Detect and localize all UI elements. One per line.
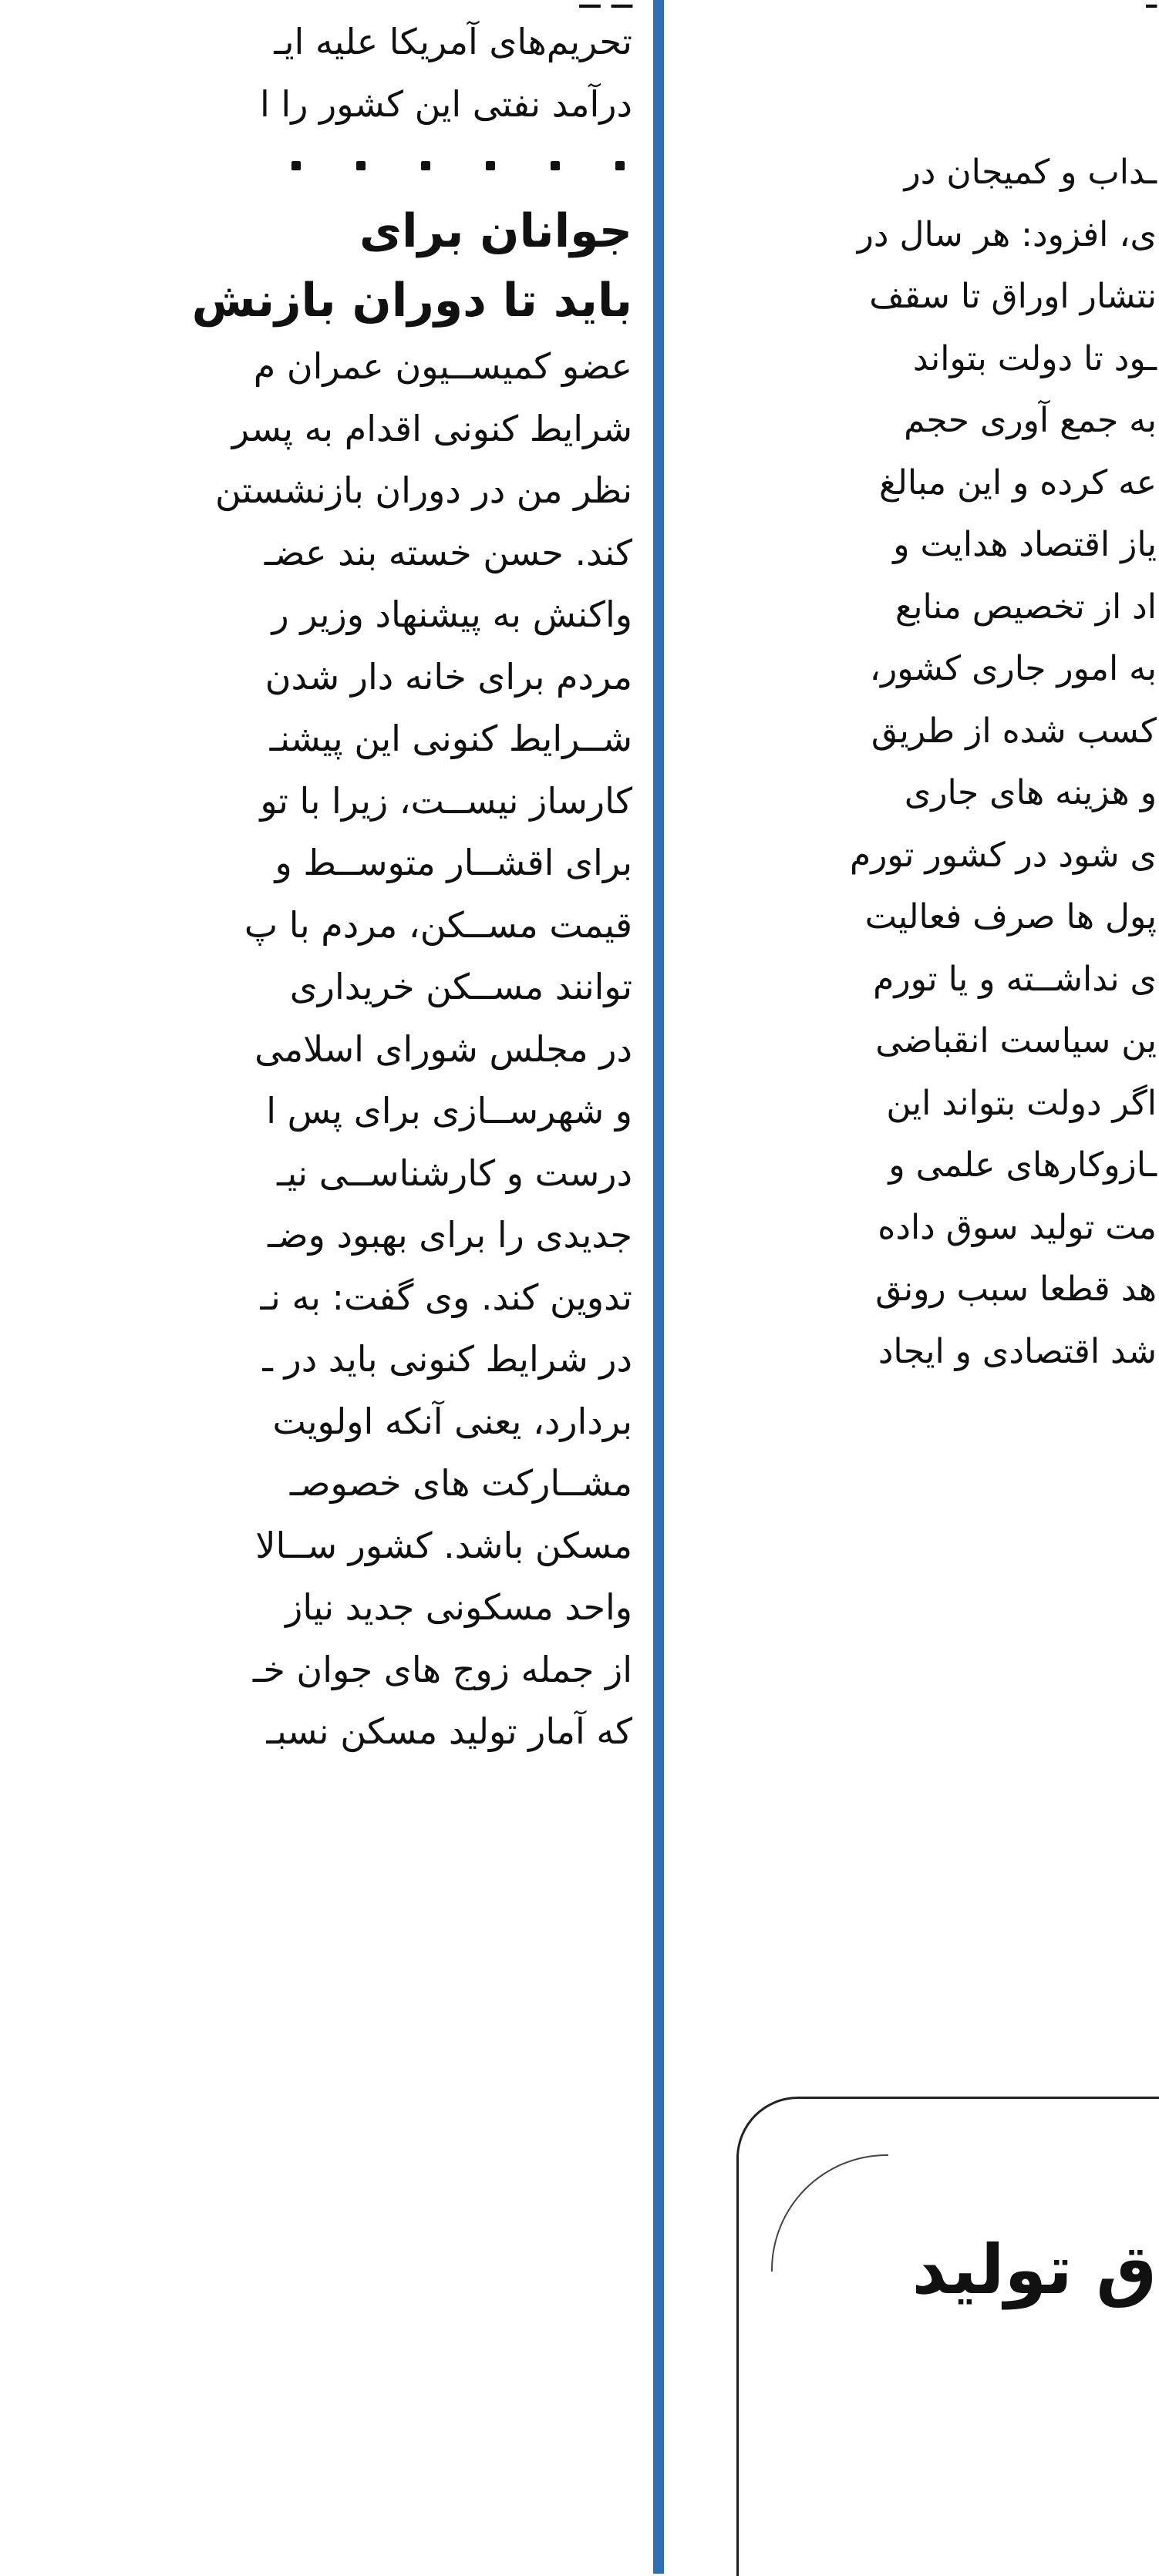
body-line: ـازوکارهای علمی و bbox=[888, 1145, 1157, 1185]
article-headline-line-1: جوانان برای bbox=[359, 204, 632, 258]
body-line: کارساز نیســت، زیرا با تو bbox=[260, 779, 632, 822]
body-line: شد اقتصادی و ایجاد bbox=[878, 1331, 1157, 1371]
body-line: واکنش به پیشنهاد وزیر ر bbox=[271, 594, 632, 635]
body-line: و شهرســازی برای پس ا bbox=[266, 1090, 632, 1132]
body-line: جدیدی را برای بهبود وضـ bbox=[268, 1214, 632, 1256]
separator-dot bbox=[421, 161, 430, 170]
body-line: هد قطعا سبب رونق bbox=[875, 1270, 1157, 1309]
body-line: واحد مسکونی جدید نیاز bbox=[285, 1586, 632, 1628]
body-line: شرایط کنونی اقدام به پسر bbox=[231, 407, 632, 449]
body-line: به جمع آوری حجم bbox=[904, 401, 1157, 440]
body-line: قیمت مســکن، مردم با پ bbox=[244, 903, 632, 946]
body-line: پول ها صرف فعالیت bbox=[864, 897, 1157, 937]
right-article-body bbox=[679, 142, 1157, 1383]
body-line: ی نداشــته و یا تورم bbox=[873, 959, 1157, 999]
body-line: شــرایط کنونی این پیشنـ bbox=[269, 718, 632, 759]
body-line: ی، افزود: هر سال در bbox=[857, 214, 1157, 254]
intro-line: درآمد نفتی این کشور را ا bbox=[260, 82, 632, 125]
separator-dot bbox=[291, 161, 301, 170]
body-line: مت تولید سوق داده bbox=[878, 1207, 1157, 1247]
body-line: اگر دولت بتواند این bbox=[886, 1083, 1157, 1123]
body-line: مشــارکت های خصوصـ bbox=[289, 1462, 632, 1504]
body-line: ـداب و کمیجان در bbox=[904, 153, 1157, 192]
body-line: در شرایط کنونی باید در ـ bbox=[262, 1338, 632, 1380]
body-line: اد از تخصیص منابع bbox=[895, 587, 1157, 627]
body-line: مسکن باشد. کشور ســالا bbox=[255, 1524, 632, 1566]
separator-dot bbox=[356, 161, 366, 170]
sidebar-box-frame bbox=[736, 2097, 1159, 2576]
right-article-content bbox=[679, 0, 1157, 1383]
body-line: درست و کارشناســی نیـ bbox=[276, 1152, 632, 1194]
left-article-content bbox=[0, 0, 632, 1763]
body-line: بردارد، یعنی آنکه اولویت bbox=[272, 1400, 632, 1442]
left-intro-paragraph bbox=[0, 11, 632, 135]
body-line: در مجلس شورای اسلامی bbox=[254, 1027, 632, 1070]
body-line: که آمار تولید مسکن نسبـ bbox=[266, 1710, 632, 1752]
separator-dot bbox=[551, 161, 560, 170]
separator-dot bbox=[615, 161, 625, 170]
body-line: ین سیاست انقباضی bbox=[875, 1021, 1157, 1061]
separator-dot bbox=[486, 161, 495, 170]
body-line: ی شود در کشور تورم bbox=[849, 835, 1157, 875]
body-line: نتشار اوراق تا سقف bbox=[869, 277, 1157, 316]
body-line: تدوین کند. وی گفت: به نـ bbox=[260, 1276, 632, 1318]
body-line: ـود تا دولت بتواند bbox=[912, 338, 1157, 378]
sidebar-box-title: ق تولید bbox=[911, 2230, 1157, 2309]
left-top-partial-line bbox=[0, 0, 632, 11]
body-line: کسب شده از طریق bbox=[871, 711, 1157, 751]
body-line: برای اقشــار متوســط و bbox=[275, 842, 632, 883]
intro-line: تحریم‌های آمریکا علیه ایـ bbox=[274, 21, 632, 62]
section-separator-dots bbox=[0, 135, 632, 197]
body-line: و هزینه های جاری bbox=[904, 773, 1157, 812]
body-line: مردم برای خانه دار شدن bbox=[264, 655, 632, 698]
column-divider-bar bbox=[653, 0, 664, 2574]
body-line: نظر من در دوران بازنشستن bbox=[214, 469, 632, 511]
body-line: عه کرده و این مبالغ bbox=[879, 462, 1157, 503]
body-line: عضو کمیســیون عمران م bbox=[253, 345, 632, 387]
article-headline-line-2: باید تا دوران بازنش bbox=[191, 274, 632, 328]
body-line: یاز اقتصاد هدایت و bbox=[893, 525, 1157, 564]
right-top-partial-line bbox=[679, 0, 1157, 11]
body-line: کند. حسن خسته بند عضـ bbox=[264, 531, 632, 573]
body-line: توانند مســکن خریداری bbox=[289, 966, 632, 1007]
left-article-body bbox=[0, 335, 632, 1763]
body-line: به امور جاری کشور، bbox=[869, 649, 1157, 688]
body-line: از جمله زوج های جوان خـ bbox=[252, 1648, 632, 1690]
